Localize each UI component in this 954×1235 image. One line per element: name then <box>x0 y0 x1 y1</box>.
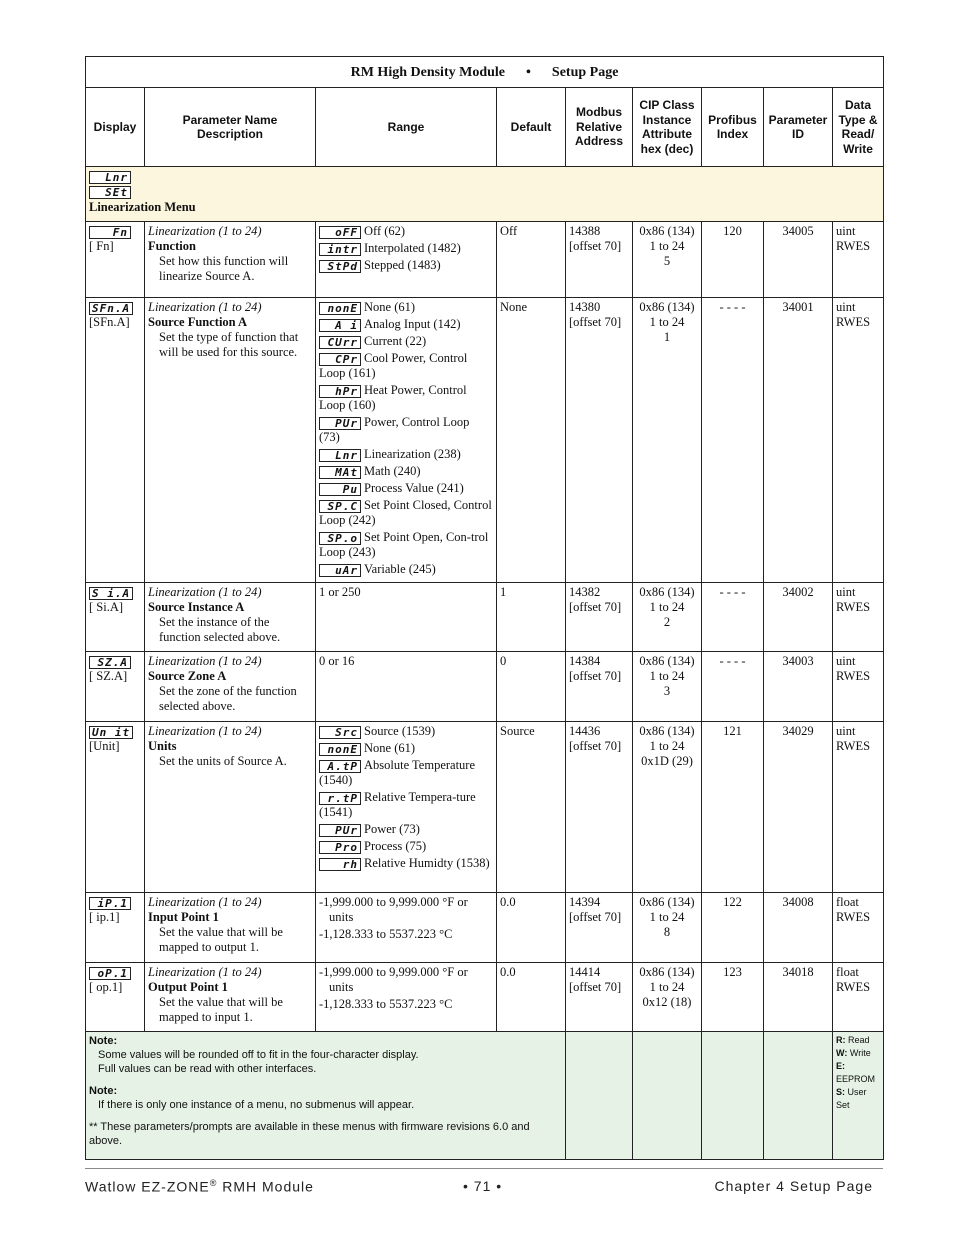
option-seg-display: PUr <box>319 417 361 430</box>
option-seg-display: uAr <box>319 564 361 577</box>
range-option <box>319 724 493 739</box>
option-seg-display: r.tP <box>319 792 361 805</box>
footer-brand <box>85 1178 314 1195</box>
display-text: [ SZ.A] <box>89 669 128 683</box>
parameter-name: Units <box>148 739 177 753</box>
seg-display: iP.1 <box>89 897 131 910</box>
cip-line: 0x86 (134) <box>639 724 695 738</box>
option-label: Stepped (1483) <box>364 258 441 272</box>
range-cell <box>316 298 497 583</box>
col-header-range: Range <box>316 88 497 167</box>
table-row <box>86 652 884 722</box>
parameter-description: Set the zone of the function selected above. <box>159 684 297 713</box>
default-cell: 0.0 <box>497 893 566 963</box>
option-seg-display: MAt <box>319 466 361 479</box>
modbus-cell <box>566 893 633 963</box>
legend-cell <box>833 1032 884 1160</box>
option-label: Math (240) <box>364 464 421 478</box>
seg-display: oP.1 <box>89 967 131 980</box>
default-cell: Source <box>497 722 566 893</box>
footer-registered-mark: ® <box>209 1178 218 1188</box>
legend-key: S: <box>836 1087 845 1097</box>
cip-line: 1 to 24 <box>649 980 685 994</box>
cip-line: 1 to 24 <box>649 739 685 753</box>
parameter-id-cell: 34003 <box>764 652 833 722</box>
option-seg-display: SP.o <box>319 532 361 545</box>
profibus-cell: 123 <box>702 963 764 1032</box>
option-label: Set Point Open, Con-trol Loop (243) <box>319 530 489 559</box>
parameter-cell <box>145 722 316 893</box>
note-text: Some values will be rounded off to fit in the four-character display. <box>98 1049 419 1061</box>
table-row <box>86 722 884 893</box>
modbus-cell <box>566 963 633 1032</box>
cip-cell <box>633 722 702 893</box>
option-label: None (61) <box>364 741 416 755</box>
seg-display: S i.A <box>89 587 133 600</box>
data-type-line: float <box>836 895 859 909</box>
display-cell <box>86 893 145 963</box>
col-header-default: Default <box>497 88 566 167</box>
data-type-line: RWES <box>836 239 871 253</box>
cip-line: 0x86 (134) <box>639 224 695 238</box>
modbus-line: 14394 <box>569 895 601 909</box>
option-seg-display: SP.C <box>319 500 361 513</box>
modbus-line: 14380 <box>569 300 601 314</box>
default-cell: Off <box>497 222 566 298</box>
option-seg-display: oFF <box>319 226 361 239</box>
table-row <box>86 222 884 298</box>
modbus-line: [offset 70] <box>569 910 622 924</box>
range-option <box>319 334 493 349</box>
modbus-cell <box>566 298 633 583</box>
menu-seg-display-1: Lnr <box>89 171 131 184</box>
range-line: -1,999.000 to 9,999.000 °F or units <box>319 965 468 994</box>
modbus-line: 14436 <box>569 724 601 738</box>
note-heading: Note: <box>89 1085 118 1097</box>
data-type-line: uint <box>836 654 856 668</box>
legend-key: E: <box>836 1061 845 1071</box>
parameter-context: Linearization (1 to 24) <box>148 895 262 909</box>
option-label: None (61) <box>364 300 416 314</box>
table-row <box>86 583 884 652</box>
option-seg-display: Pu <box>319 483 361 496</box>
cip-line: 5 <box>663 254 671 268</box>
cip-cell <box>633 893 702 963</box>
option-seg-display: hPr <box>319 385 361 398</box>
range-line: -1,999.000 to 9,999.000 °F or units <box>319 895 468 924</box>
modbus-line: 14388 <box>569 224 601 238</box>
data-type-cell <box>833 722 884 893</box>
display-cell <box>86 583 145 652</box>
footer-page-number: • 71 • <box>463 1178 503 1194</box>
cip-line: 1 to 24 <box>649 239 685 253</box>
parameter-name: Input Point 1 <box>148 910 219 924</box>
notes-cell <box>86 1032 566 1160</box>
cip-cell <box>633 652 702 722</box>
notes-empty-cell <box>633 1032 702 1160</box>
legend-value: Read <box>848 1035 870 1045</box>
modbus-cell <box>566 722 633 893</box>
modbus-cell <box>566 583 633 652</box>
data-type-line: RWES <box>836 669 871 683</box>
option-seg-display: nonE <box>319 743 361 756</box>
footer-product: RMH Module <box>217 1178 314 1195</box>
profibus-cell: - - - - <box>702 583 764 652</box>
modbus-line: [offset 70] <box>569 669 622 683</box>
parameter-name: Source Function A <box>148 315 248 329</box>
range-cell <box>316 963 497 1032</box>
table-row <box>86 298 884 583</box>
data-type-line: uint <box>836 224 856 238</box>
profibus-cell: - - - - <box>702 652 764 722</box>
cip-line: 0x86 (134) <box>639 300 695 314</box>
option-label: Current (22) <box>364 334 427 348</box>
cip-cell <box>633 222 702 298</box>
option-seg-display: Lnr <box>319 449 361 462</box>
option-label: Off (62) <box>364 224 406 238</box>
parameter-name: Source Zone A <box>148 669 227 683</box>
cip-line: 1 to 24 <box>649 600 685 614</box>
range-option <box>319 562 493 577</box>
range-option <box>319 383 493 413</box>
cip-line: 2 <box>663 615 671 629</box>
footer-chapter: Chapter 4 Setup Page <box>714 1178 873 1194</box>
col-header-parameter-id: Parameter ID <box>764 88 833 167</box>
range-option <box>319 224 493 239</box>
option-label: Source (1539) <box>364 724 436 738</box>
option-seg-display: StPd <box>319 260 361 273</box>
data-type-cell <box>833 963 884 1032</box>
cip-line: 1 to 24 <box>649 315 685 329</box>
option-label: Process Value (241) <box>364 481 464 495</box>
option-seg-display: Src <box>319 726 361 739</box>
modbus-line: [offset 70] <box>569 980 622 994</box>
option-seg-display: CPr <box>319 353 361 366</box>
note-heading: Note: <box>89 1035 118 1047</box>
range-option <box>319 447 493 462</box>
data-type-cell <box>833 583 884 652</box>
display-text: [ op.1] <box>89 980 123 994</box>
legend-item <box>836 1086 880 1112</box>
option-label: Analog Input (142) <box>364 317 461 331</box>
cip-line: 1 to 24 <box>649 669 685 683</box>
modbus-line: [offset 70] <box>569 315 622 329</box>
parameter-description: Set the value that will be mapped to input 1. <box>159 995 283 1024</box>
cip-line: 1 <box>663 330 671 344</box>
modbus-line: [offset 70] <box>569 739 622 753</box>
seg-display: Un it <box>89 726 133 739</box>
parameter-name: Output Point 1 <box>148 980 228 994</box>
cip-line: 1 to 24 <box>649 910 685 924</box>
option-label: Cool Power, Control Loop (161) <box>319 351 468 380</box>
option-seg-display: nonE <box>319 302 361 315</box>
parameter-description: Set the units of Source A. <box>159 754 287 768</box>
data-type-line: float <box>836 965 859 979</box>
legend-key: W: <box>836 1048 848 1058</box>
parameter-context: Linearization (1 to 24) <box>148 300 262 314</box>
legend-item <box>836 1060 880 1086</box>
option-seg-display: A i <box>319 319 361 332</box>
parameter-context: Linearization (1 to 24) <box>148 724 262 738</box>
range-option <box>319 317 493 332</box>
range-cell: 0 or 16 <box>316 652 497 722</box>
profibus-cell: 121 <box>702 722 764 893</box>
option-seg-display: PUr <box>319 824 361 837</box>
modbus-cell <box>566 222 633 298</box>
cip-cell <box>633 583 702 652</box>
display-cell <box>86 298 145 583</box>
parameter-id-cell: 34008 <box>764 893 833 963</box>
parameter-name: Source Instance A <box>148 600 245 614</box>
legend-value: Write <box>849 1048 871 1058</box>
profibus-cell: 120 <box>702 222 764 298</box>
parameter-table <box>85 56 884 1160</box>
notes-empty-cell <box>702 1032 764 1160</box>
range-option <box>319 481 493 496</box>
header-row <box>86 88 884 167</box>
option-label: Power (73) <box>364 822 420 836</box>
cip-line: 0x12 (18) <box>642 995 692 1009</box>
data-type-line: uint <box>836 724 856 738</box>
parameter-cell <box>145 893 316 963</box>
parameter-description: Set the value that will be mapped to output 1. <box>159 925 283 954</box>
data-type-cell <box>833 893 884 963</box>
parameter-description: Set how this function will linearize Source A. <box>159 254 289 283</box>
footer-brand-name: Watlow EZ-ZONE <box>85 1178 210 1195</box>
col-header-parameter: Parameter Name Description <box>145 88 316 167</box>
range-option <box>319 241 493 256</box>
parameter-id-cell: 34002 <box>764 583 833 652</box>
cip-cell <box>633 298 702 583</box>
parameter-context: Linearization (1 to 24) <box>148 585 262 599</box>
data-type-line: RWES <box>836 910 871 924</box>
table-row <box>86 963 884 1032</box>
legend-item <box>836 1047 880 1060</box>
option-label: Power, Control Loop (73) <box>319 415 470 444</box>
option-label: Relative Tempera-ture (1541) <box>319 790 476 819</box>
option-label: Absolute Temperature (1540) <box>319 758 476 787</box>
option-label: Linearization (238) <box>364 447 461 461</box>
cip-line: 3 <box>663 684 671 698</box>
parameter-cell <box>145 583 316 652</box>
module-name: RM High Density Module <box>350 64 505 80</box>
range-cell: 1 or 250 <box>316 583 497 652</box>
col-header-cip: CIP Class Instance Attribute hex (dec) <box>633 88 702 167</box>
range-option <box>319 300 493 315</box>
data-type-line: RWES <box>836 739 871 753</box>
page-footer <box>85 1168 883 1195</box>
note-text: If there is only one instance of a menu, no submenus will appear. <box>98 1099 415 1111</box>
legend-value: User Set <box>836 1087 867 1110</box>
parameter-context: Linearization (1 to 24) <box>148 654 262 668</box>
range-option <box>319 530 493 560</box>
option-label: Interpolated (1482) <box>364 241 461 255</box>
notes-row <box>86 1032 884 1160</box>
range-line: -1,128.333 to 5537.223 °C <box>319 997 453 1011</box>
modbus-line: [offset 70] <box>569 600 622 614</box>
modbus-line: 14384 <box>569 654 601 668</box>
option-label: Process (75) <box>364 839 427 853</box>
default-cell: 0.0 <box>497 963 566 1032</box>
range-option <box>319 741 493 756</box>
display-text: [ Si.A] <box>89 600 124 614</box>
modbus-line: 14382 <box>569 585 601 599</box>
cip-line: 0x86 (134) <box>639 965 695 979</box>
title-bullet: • <box>526 64 531 80</box>
parameter-cell <box>145 298 316 583</box>
cip-line: 0x86 (134) <box>639 895 695 909</box>
col-header-modbus: Modbus Relative Address <box>566 88 633 167</box>
option-label: Relative Humidty (1538) <box>364 856 490 870</box>
parameter-cell <box>145 963 316 1032</box>
cip-line: 0x86 (134) <box>639 585 695 599</box>
parameter-context: Linearization (1 to 24) <box>148 965 262 979</box>
cip-line: 8 <box>663 925 671 939</box>
profibus-cell: - - - - <box>702 298 764 583</box>
note-text: ** These parameters/prompts are available in these menus with firmware revisions 6.0 and above. <box>89 1121 530 1147</box>
option-seg-display: Pro <box>319 841 361 854</box>
data-type-line: RWES <box>836 980 871 994</box>
parameter-cell <box>145 652 316 722</box>
parameter-id-cell: 34029 <box>764 722 833 893</box>
display-text: [ Fn] <box>89 239 114 253</box>
legend-item <box>836 1034 880 1047</box>
option-seg-display: rh <box>319 858 361 871</box>
table-row <box>86 893 884 963</box>
display-cell <box>86 652 145 722</box>
range-cell <box>316 893 497 963</box>
menu-row <box>86 167 884 222</box>
legend-key: R: <box>836 1035 846 1045</box>
menu-seg-display-2: SEt <box>89 186 131 199</box>
data-type-cell <box>833 298 884 583</box>
data-type-cell <box>833 222 884 298</box>
option-seg-display: CUrr <box>319 336 361 349</box>
range-option <box>319 822 493 837</box>
parameter-description: Set the type of function that will be used for this source. <box>159 330 299 359</box>
menu-cell <box>86 167 884 222</box>
range-cell <box>316 722 497 893</box>
range-option <box>319 790 493 820</box>
parameter-cell <box>145 222 316 298</box>
default-cell: 0 <box>497 652 566 722</box>
table-title-row <box>86 57 884 88</box>
col-header-display: Display <box>86 88 145 167</box>
range-option <box>319 758 493 788</box>
parameter-name: Function <box>148 239 196 253</box>
parameter-context: Linearization (1 to 24) <box>148 224 262 238</box>
range-option <box>319 351 493 381</box>
menu-label: Linearization Menu <box>89 200 196 215</box>
range-option <box>319 856 493 871</box>
data-type-line: uint <box>836 585 856 599</box>
profibus-cell: 122 <box>702 893 764 963</box>
parameter-description: Set the instance of the function selected above. <box>159 615 281 644</box>
display-cell <box>86 963 145 1032</box>
display-cell <box>86 222 145 298</box>
modbus-line: 14414 <box>569 965 601 979</box>
display-text: [ ip.1] <box>89 910 120 924</box>
display-text: [Unit] <box>89 739 120 753</box>
cip-cell <box>633 963 702 1032</box>
legend-value: EEPROM <box>836 1074 876 1084</box>
parameter-id-cell: 34005 <box>764 222 833 298</box>
parameter-id-cell: 34001 <box>764 298 833 583</box>
range-option <box>319 258 493 273</box>
range-line: -1,128.333 to 5537.223 °C <box>319 927 453 941</box>
option-seg-display: A.tP <box>319 760 361 773</box>
option-label: Heat Power, Control Loop (160) <box>319 383 467 412</box>
range-option <box>319 839 493 854</box>
notes-empty-cell <box>764 1032 833 1160</box>
seg-display: SFn.A <box>89 302 133 315</box>
display-text: [SFn.A] <box>89 315 130 329</box>
data-type-line: RWES <box>836 315 871 329</box>
data-type-line: uint <box>836 300 856 314</box>
range-option <box>319 464 493 479</box>
modbus-line: [offset 70] <box>569 239 622 253</box>
col-header-profibus: Profibus Index <box>702 88 764 167</box>
note-text: Full values can be read with other interfaces. <box>98 1063 317 1075</box>
page-name: Setup Page <box>551 64 619 80</box>
notes-empty-cell <box>566 1032 633 1160</box>
data-type-cell <box>833 652 884 722</box>
option-label: Variable (245) <box>364 562 436 576</box>
col-header-data-type: Data Type & Read/ Write <box>833 88 884 167</box>
range-option <box>319 498 493 528</box>
seg-display: Fn <box>89 226 131 239</box>
display-cell <box>86 722 145 893</box>
cip-line: 0x1D (29) <box>641 754 693 768</box>
cip-line: 0x86 (134) <box>639 654 695 668</box>
table-title <box>86 57 884 88</box>
seg-display: SZ.A <box>89 656 131 669</box>
range-option <box>319 415 493 445</box>
parameter-id-cell: 34018 <box>764 963 833 1032</box>
option-seg-display: intr <box>319 243 361 256</box>
range-cell <box>316 222 497 298</box>
modbus-cell <box>566 652 633 722</box>
default-cell: 1 <box>497 583 566 652</box>
option-label: Set Point Closed, Control Loop (242) <box>319 498 492 527</box>
default-cell: None <box>497 298 566 583</box>
data-type-line: RWES <box>836 600 871 614</box>
